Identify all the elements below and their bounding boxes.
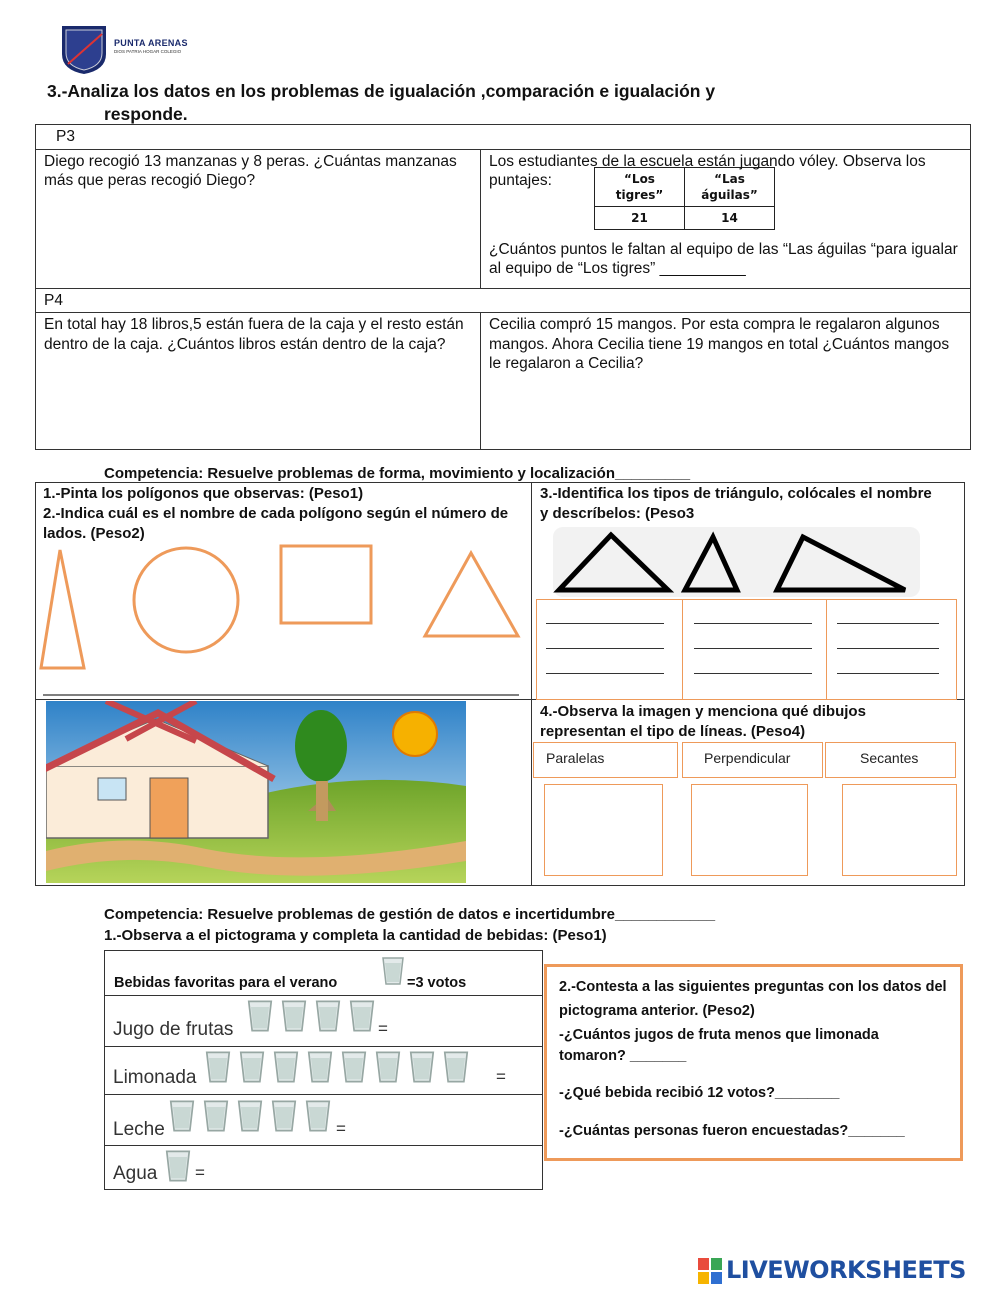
liveworksheets-brand: LIVEWORKSHEETS: [726, 1256, 966, 1284]
section-heading: [47, 80, 867, 126]
p3-right-problem: [481, 149, 971, 288]
glass-key-icon: [380, 955, 406, 992]
score-header-tigres: “Los tigres”: [595, 167, 685, 206]
heading-line-2: responde.: [104, 104, 188, 124]
glass-icon: [245, 998, 275, 1039]
glass-icon: [279, 998, 309, 1039]
pictogram-row-label: Leche: [113, 1119, 165, 1140]
pictogram-row-label: Agua: [113, 1163, 158, 1184]
row-divider: [104, 1145, 543, 1146]
glass-icon: [163, 1148, 193, 1189]
q2-title: [559, 975, 948, 1023]
pictogram-row-eq: =: [336, 1119, 346, 1138]
line-answer-box-1[interactable]: [544, 784, 663, 876]
p3-right-question: ¿Cuántos puntos le faltan al equipo de las “Las águilas “para igualar al equipo de “Los tigres” __________: [489, 240, 958, 277]
p4-label: P4: [36, 288, 971, 313]
q2-title-text: 2.-Contesta a las siguientes preguntas con los datos del pictograma anterior.: [559, 979, 947, 1019]
liveworksheets-icon: [698, 1258, 722, 1284]
triangle-answer-box-2[interactable]: [682, 599, 827, 700]
answer-line: [837, 673, 939, 674]
glass-icon: [237, 1049, 267, 1090]
answer-line: [694, 648, 812, 649]
geometry-q1: [43, 484, 523, 544]
house-scene-image: [46, 701, 466, 883]
data-q1: 1.-Observa a el pictograma y completa la cantidad de bebidas: (Peso1): [104, 927, 607, 944]
score-value-aguilas: 14: [685, 206, 775, 229]
glass-icon: [201, 1098, 231, 1139]
triangle-answer-box-1[interactable]: [536, 599, 683, 700]
glass-row-limonada: [203, 1049, 475, 1090]
triangle-answer-box-3[interactable]: [826, 599, 957, 700]
problems-table: [35, 124, 971, 450]
glass-icon: [203, 1049, 233, 1090]
geometry-q1-text: 1.-Pinta los polígonos que observas: (Peso1): [43, 485, 364, 502]
answer-line: [546, 673, 664, 674]
shield-icon: [58, 24, 110, 76]
glass-icon: [347, 998, 377, 1039]
glass-icon: [407, 1049, 437, 1090]
answer-line: [694, 673, 812, 674]
questions-box: [544, 964, 963, 1161]
glass-icon: [303, 1098, 333, 1139]
triangles-figure: [553, 527, 920, 597]
answer-line: [837, 648, 939, 649]
pictogram-row-label: Limonada: [113, 1067, 197, 1088]
geometry-q2-text: 2.-Indica cuál es el nombre de cada polígono según el número de lados. (Peso2): [43, 505, 509, 542]
glass-row-leche: [167, 1098, 337, 1139]
glass-row-jugo: [245, 998, 381, 1039]
row-divider: [104, 995, 543, 996]
glass-icon: [441, 1049, 471, 1090]
p3-left-problem: Diego recogió 13 manzanas y 8 peras. ¿Cuántas manzanas más que peras recogió Diego?: [36, 149, 481, 288]
school-logo: [58, 24, 198, 80]
logo-name: PUNTA ARENAS: [114, 38, 188, 48]
line-type-label: Perpendicular: [704, 750, 791, 766]
score-table: [594, 167, 775, 230]
pictogram-key: =3 votos: [407, 975, 467, 991]
data-competencia: Competencia: Resuelve problemas de gestión de datos e incertidumbre____________: [104, 906, 716, 923]
glass-icon: [313, 998, 343, 1039]
p3-right-intro: Los estudiantes de la escuela están jugando vóley. Observa los puntajes:: [489, 152, 926, 189]
glass-icon: [235, 1098, 265, 1139]
glass-icon: [269, 1098, 299, 1139]
heading-line-1: 3.-Analiza los datos en los problemas de igualación ,comparación e igualación y: [47, 81, 716, 101]
q2-c: -¿Cuántas personas fueron encuestadas?_______: [559, 1123, 905, 1139]
p3-label: P3: [36, 125, 971, 150]
polygons-figure: [35, 540, 531, 700]
pictogram-title: Bebidas favoritas para el verano: [114, 975, 338, 991]
liveworksheets-logo: [698, 1256, 993, 1286]
pictogram-row-label: Jugo de frutas: [113, 1019, 234, 1040]
glass-icon: [305, 1049, 335, 1090]
circle-shape: [134, 548, 238, 652]
row-divider: [104, 1046, 543, 1047]
score-value-tigres: 21: [595, 206, 685, 229]
answer-line: [546, 648, 664, 649]
glass-icon: [271, 1049, 301, 1090]
glass-row-agua: [163, 1148, 197, 1189]
line-answer-box-3[interactable]: [842, 784, 957, 876]
square-shape: [281, 546, 371, 623]
answer-line: [837, 623, 939, 624]
geometry-competencia: Competencia: Resuelve problemas de forma, movimiento y localización_________: [104, 465, 691, 482]
geometry-q4: 4.-Observa la imagen y menciona qué dibujos representan el tipo de líneas. (Peso4): [540, 703, 866, 740]
glass-icon: [339, 1049, 369, 1090]
glass-icon: [373, 1049, 403, 1090]
line-type-label: Paralelas: [546, 750, 605, 766]
logo-tagline: DIOS PATRIA HOGAR COLEGIO: [114, 49, 182, 54]
answer-line: [546, 623, 664, 624]
line-type-label: Secantes: [860, 750, 919, 766]
pictogram-row-eq: =: [378, 1019, 388, 1038]
q2-b: -¿Qué bebida recibió 12 votos?________: [559, 1085, 840, 1101]
answer-line: [694, 623, 812, 624]
pictogram-row-eq: =: [195, 1163, 205, 1182]
triangle-shape: [425, 553, 518, 636]
row-divider: [104, 1094, 543, 1095]
geometry-q3: 3.-Identifica los tipos de triángulo, colócales el nombre y descríbelos: (Peso3: [540, 485, 932, 522]
q2-a: -¿Cuántos jugos de fruta menos que limonada tomaron? _______: [559, 1027, 879, 1064]
tall-triangle-shape: [41, 550, 84, 668]
p4-left-problem: En total hay 18 libros,5 están fuera de la caja y el resto están dentro de la caja. ¿Cuántos libros están dentro de la caja?: [36, 313, 481, 450]
p4-right-problem: Cecilia compró 15 mangos. Por esta compra le regalaron algunos mangos. Ahora Cecilia tiene 19 mangos en total ¿Cuántos mangos le regalaron a Cecilia?: [481, 313, 971, 450]
pictogram-row-eq: =: [496, 1067, 506, 1086]
q2-weight: (Peso2): [702, 1003, 755, 1019]
score-header-aguilas: “Las águilas”: [685, 167, 775, 206]
glass-icon: [167, 1098, 197, 1139]
line-answer-box-2[interactable]: [691, 784, 808, 876]
geometry-divider: [531, 482, 532, 886]
